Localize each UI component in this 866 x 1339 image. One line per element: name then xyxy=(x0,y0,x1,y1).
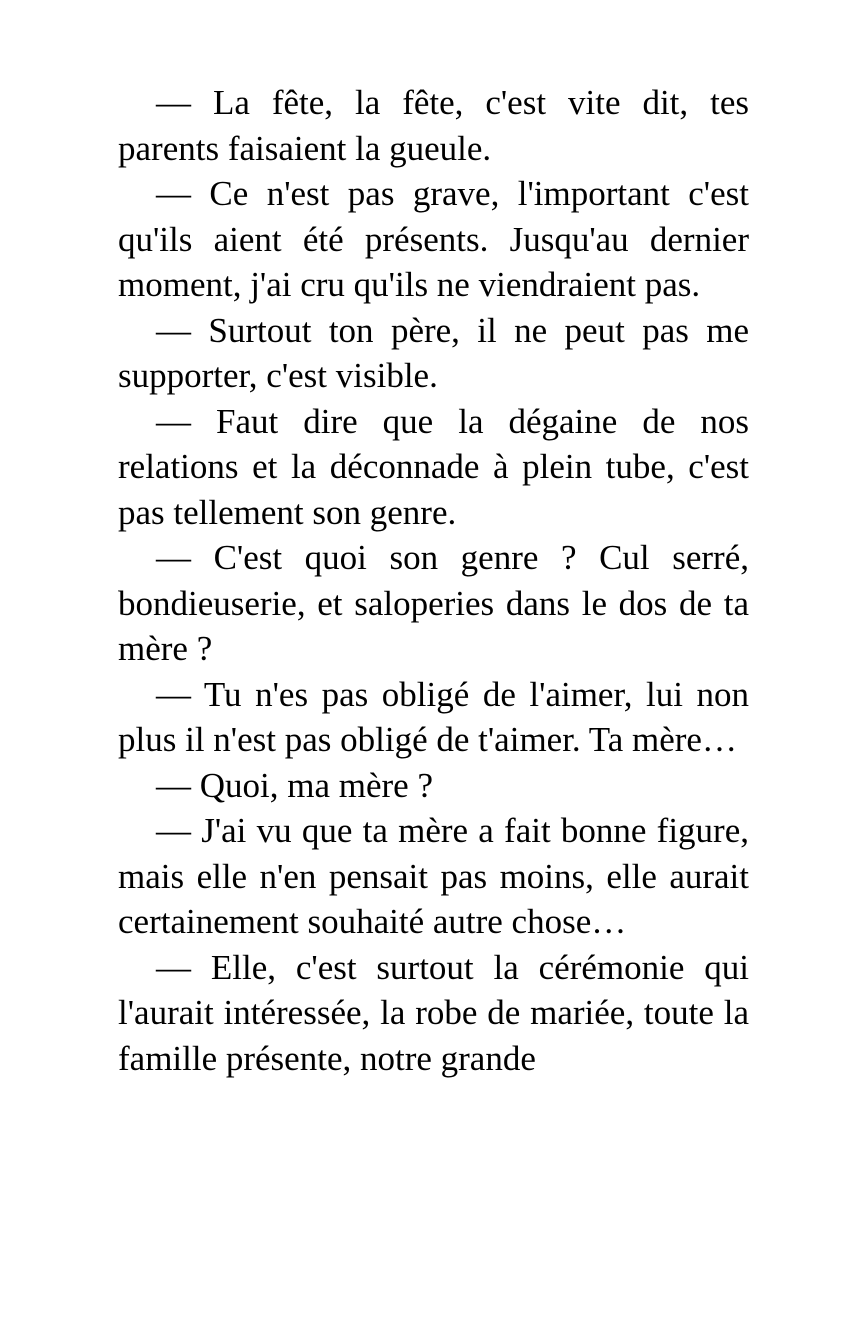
paragraph: — Tu n'es pas obligé de l'aimer, lui non plus il n'est pas obligé de t'aimer. Ta mère… xyxy=(118,674,749,759)
paragraph: — La fête, la fête, c'est vite dit, tes parents faisaient la gueule. xyxy=(118,83,749,168)
paragraph: — Faut dire que la dégaine de nos relations et la déconnade à plein tube, c'est pas tellement son genre. xyxy=(118,401,749,532)
paragraph: — Ce n'est pas grave, l'important c'est qu'ils aient été présents. Jusqu'au dernier moment, j'ai cru qu'ils ne viendraient pas. xyxy=(118,174,749,304)
page-body xyxy=(118,80,749,1081)
paragraph: — J'ai vu que ta mère a fait bonne figure, mais elle n'en pensait pas moins, elle aurait certainement souhaité autre chose… xyxy=(118,811,749,941)
paragraph: — Quoi, ma mère ? xyxy=(156,765,433,805)
paragraph: — C'est quoi son genre ? Cul serré, bondieuserie, et saloperies dans le dos de ta mère ? xyxy=(118,538,749,668)
paragraph: — Elle, c'est surtout la cérémonie qui l'aurait intéressée, la robe de mariée, toute la famille présente, notre grande xyxy=(118,947,749,1078)
paragraph: — Surtout ton père, il ne peut pas me supporter, c'est visible. xyxy=(118,310,749,395)
